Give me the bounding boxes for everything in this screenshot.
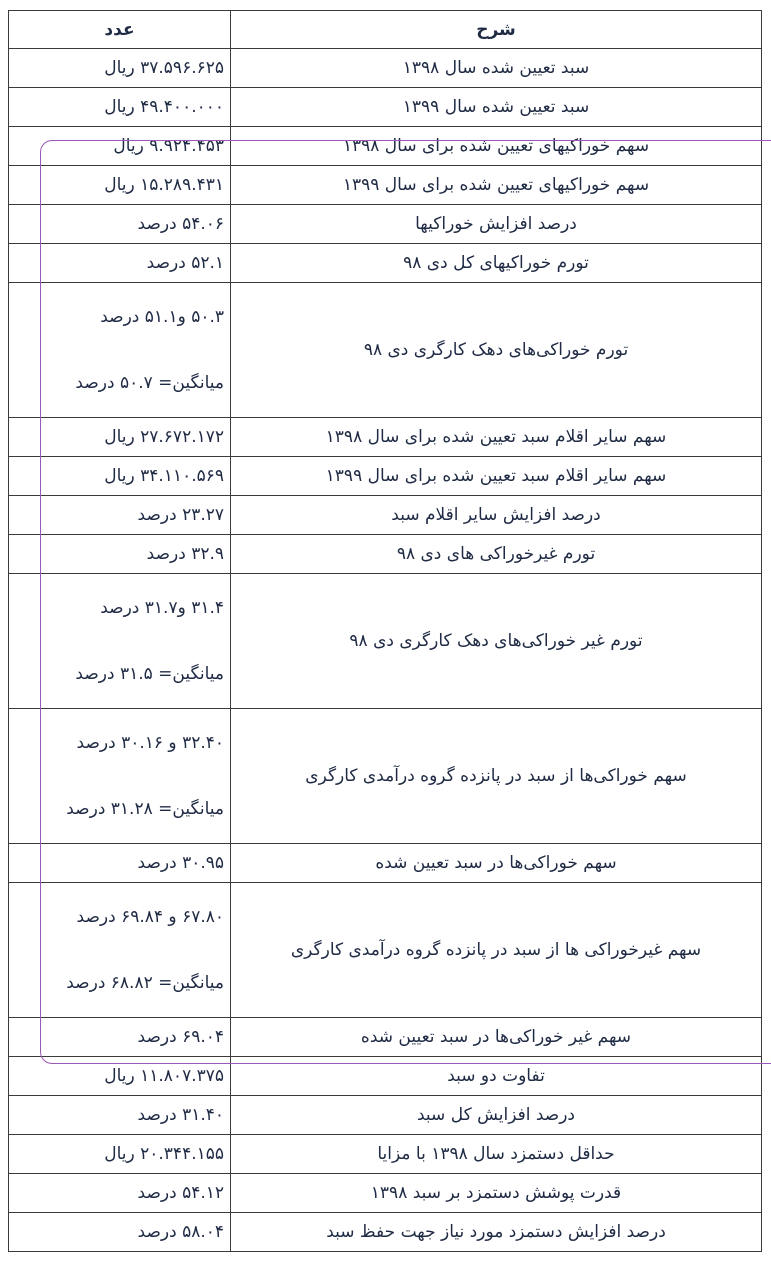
basket-table-container — [8, 10, 761, 1252]
value-line: ۹.۹۲۴.۴۵۳ ریال — [113, 136, 224, 156]
row-description: درصد افزایش دستمزد مورد نیاز جهت حفظ سبد — [231, 1213, 762, 1252]
row-description: سهم غیر خوراکی‌ها در سبد تعیین شده — [231, 1018, 762, 1057]
row-value — [9, 496, 231, 535]
value-line: میانگین= ۶۸.۸۲ درصد — [66, 973, 224, 993]
row-description: سهم خوراکیهای تعیین شده برای سال ۱۳۹۹ — [231, 166, 762, 205]
table-row — [9, 1057, 762, 1096]
row-description: درصد افزایش سایر اقلام سبد — [231, 496, 762, 535]
value-line: ۱۵.۲۸۹.۴۳۱ ریال — [104, 175, 224, 195]
row-value — [9, 535, 231, 574]
row-value — [9, 1057, 231, 1096]
value-line: ۵۸.۰۴ درصد — [137, 1222, 224, 1242]
row-description: حداقل دستمزد سال ۱۳۹۸ با مزایا — [231, 1135, 762, 1174]
value-line: ۵۴.۰۶ درصد — [137, 214, 224, 234]
row-description: سهم خوراکیهای تعیین شده برای سال ۱۳۹۸ — [231, 127, 762, 166]
value-line: ۶۹.۰۴ درصد — [137, 1027, 224, 1047]
value-line: ۵۰.۳ و۵۱.۱ درصد — [100, 307, 224, 327]
table-row — [9, 709, 762, 844]
value-line: ۳۱.۴ و۳۱.۷ درصد — [100, 598, 224, 618]
row-description: سهم خوراکی‌ها در سبد تعیین شده — [231, 844, 762, 883]
table-row — [9, 88, 762, 127]
table-row — [9, 496, 762, 535]
row-description: تورم غیر خوراکی‌های دهک کارگری دی ۹۸ — [231, 574, 762, 709]
value-line: ۳۲.۹ درصد — [146, 544, 224, 564]
row-value — [9, 418, 231, 457]
row-description: درصد افزایش کل سبد — [231, 1096, 762, 1135]
value-line: ۳۱.۴۰ درصد — [137, 1105, 224, 1125]
header-description: شرح — [231, 11, 762, 49]
value-line: ۴۹.۴۰۰.۰۰۰ ریال — [104, 97, 224, 117]
table-row — [9, 49, 762, 88]
row-description: تفاوت دو سبد — [231, 1057, 762, 1096]
row-value — [9, 844, 231, 883]
table-row — [9, 574, 762, 709]
table-row — [9, 1213, 762, 1252]
table-row — [9, 1018, 762, 1057]
table-row — [9, 244, 762, 283]
table-row — [9, 1096, 762, 1135]
value-line: ۲۰.۳۴۴.۱۵۵ ریال — [104, 1144, 224, 1164]
row-description: تورم خوراکیهای کل دی ۹۸ — [231, 244, 762, 283]
value-line: میانگین= ۳۱.۲۸ درصد — [66, 799, 224, 819]
row-value — [9, 1213, 231, 1252]
row-value — [9, 1096, 231, 1135]
row-description: درصد افزایش خوراکیها — [231, 205, 762, 244]
header-value: عدد — [9, 11, 231, 49]
value-line: ۲۷.۶۷۲.۱۷۲ ریال — [104, 427, 224, 447]
basket-table — [8, 10, 762, 1252]
value-line: میانگین= ۳۱.۵ درصد — [75, 664, 224, 684]
row-value — [9, 709, 231, 844]
row-description: تورم خوراکی‌های دهک کارگری دی ۹۸ — [231, 283, 762, 418]
value-line: ۳۲.۴۰ و ۳۰.۱۶ درصد — [76, 733, 224, 753]
value-line: ۵۴.۱۲ درصد — [137, 1183, 224, 1203]
row-value — [9, 574, 231, 709]
table-row — [9, 1174, 762, 1213]
row-value — [9, 49, 231, 88]
value-line: ۳۰.۹۵ درصد — [137, 853, 224, 873]
row-description: سهم سایر اقلام سبد تعیین شده برای سال ۱۳۹۸ — [231, 418, 762, 457]
row-value — [9, 1018, 231, 1057]
row-description: سهم غیرخوراکی ها از سبد در پانزده گروه درآمدی کارگری — [231, 883, 762, 1018]
table-row — [9, 283, 762, 418]
value-line: ۳۴.۱۱۰.۵۶۹ ریال — [104, 466, 224, 486]
row-value — [9, 457, 231, 496]
row-value — [9, 244, 231, 283]
value-line: ۵۲.۱ درصد — [146, 253, 224, 273]
row-value — [9, 1174, 231, 1213]
table-row — [9, 457, 762, 496]
row-value — [9, 205, 231, 244]
row-value — [9, 1135, 231, 1174]
row-value — [9, 127, 231, 166]
row-description: سهم خوراکی‌ها از سبد در پانزده گروه درآمدی کارگری — [231, 709, 762, 844]
row-description: تورم غیرخوراکی های دی ۹۸ — [231, 535, 762, 574]
table-body — [9, 49, 762, 1252]
row-description: سهم سایر اقلام سبد تعیین شده برای سال ۱۳۹۹ — [231, 457, 762, 496]
table-row — [9, 1135, 762, 1174]
row-value — [9, 88, 231, 127]
row-value — [9, 166, 231, 205]
value-line: ۲۳.۲۷ درصد — [137, 505, 224, 525]
row-description: سبد تعیین شده سال ۱۳۹۹ — [231, 88, 762, 127]
value-line: میانگین= ۵۰.۷ درصد — [75, 373, 224, 393]
table-row — [9, 205, 762, 244]
table-row — [9, 535, 762, 574]
row-value — [9, 283, 231, 418]
table-row — [9, 127, 762, 166]
row-description: سبد تعیین شده سال ۱۳۹۸ — [231, 49, 762, 88]
table-row — [9, 166, 762, 205]
value-line: ۶۷.۸۰ و ۶۹.۸۴ درصد — [76, 907, 224, 927]
header-row — [9, 11, 762, 49]
table-row — [9, 883, 762, 1018]
value-line: ۳۷.۵۹۶.۶۲۵ ریال — [104, 58, 224, 78]
table-row — [9, 844, 762, 883]
value-line: ۱۱.۸۰۷.۳۷۵ ریال — [104, 1066, 224, 1086]
row-description: قدرت پوشش دستمزد بر سبد ۱۳۹۸ — [231, 1174, 762, 1213]
table-row — [9, 418, 762, 457]
row-value — [9, 883, 231, 1018]
